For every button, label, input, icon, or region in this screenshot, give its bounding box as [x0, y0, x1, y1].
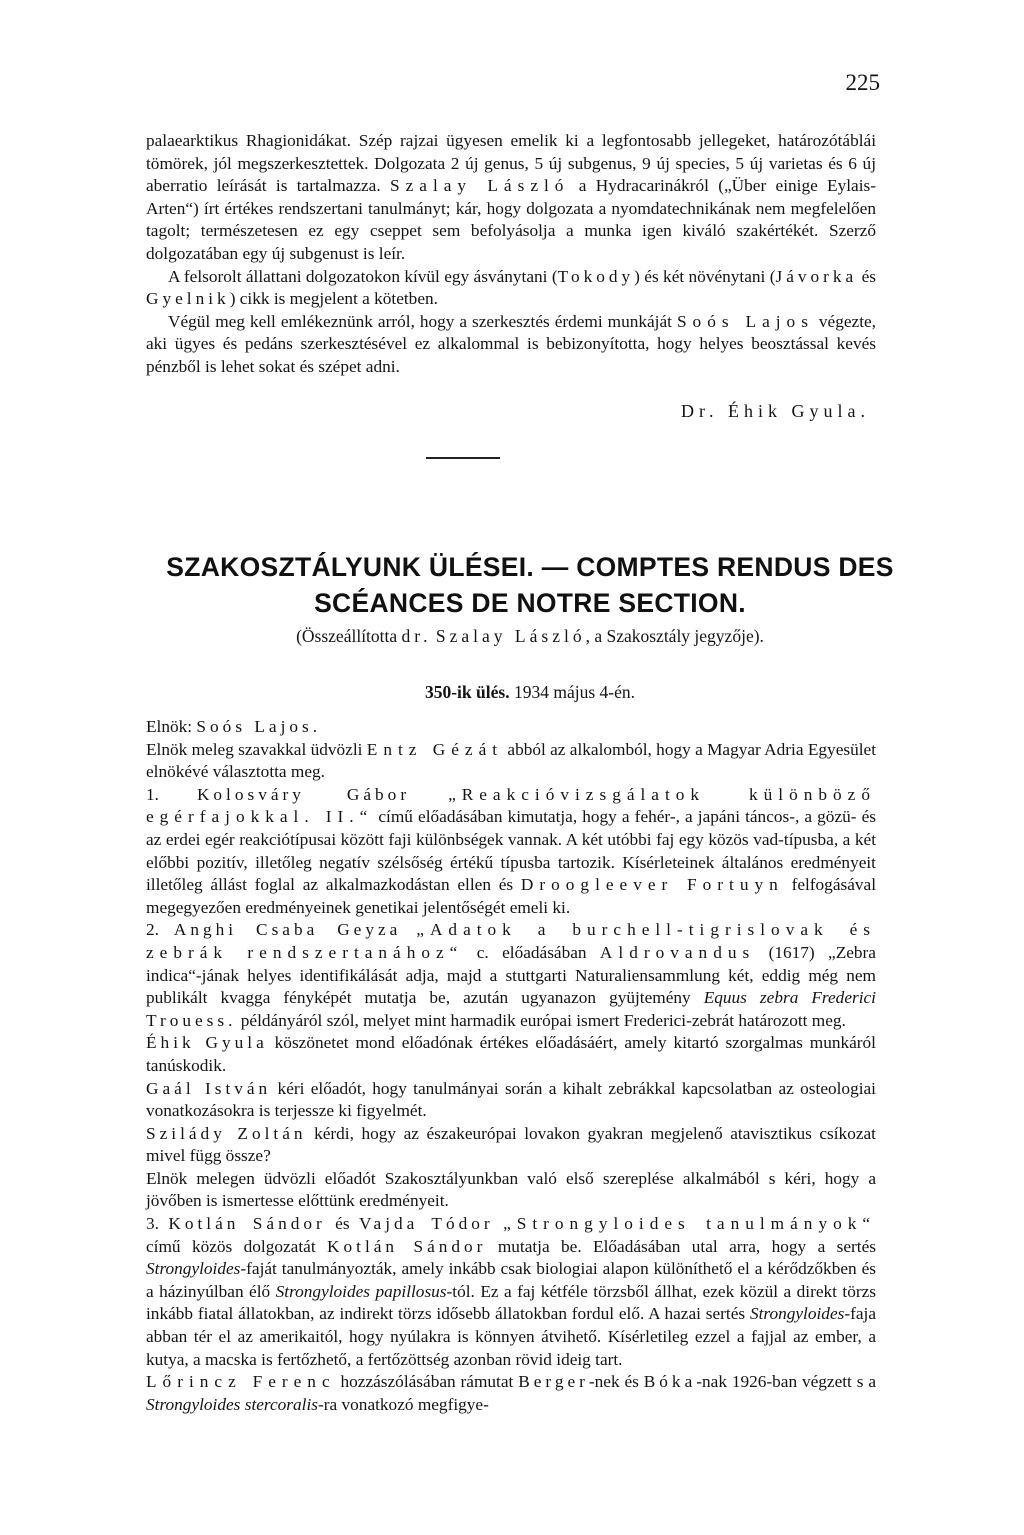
- author-name: Szalay László: [435, 626, 586, 646]
- minutes-text: Elnök meleg szavakkal üdvözli: [146, 739, 363, 759]
- review-text: Végül meg kell emlékeznünk arról, hogy a szerkesztés érdemi munkáját: [168, 311, 672, 331]
- section-heading-line-2: SCÉANCES DE NOTRE SECTION.: [314, 588, 746, 618]
- minutes-text: c. előadásában: [476, 942, 587, 962]
- signature: Dr. Éhik Gyula.: [681, 401, 870, 421]
- species-name: Equus zebra Frederici: [703, 988, 876, 1008]
- minutes-text: hozzászólásában rámutat: [340, 1372, 514, 1392]
- review-paragraph-1: [146, 130, 876, 266]
- author-name: Jávorka: [775, 266, 858, 286]
- minutes-text: -ra vonatkozó megfigye-: [318, 1394, 489, 1414]
- author-name: Vajda Tódor: [358, 1214, 494, 1234]
- comment-chair: [146, 1168, 876, 1213]
- section-heading-line-1: SZAKOSZTÁLYUNK ÜLÉSEI. — COMPTES RENDUS DES: [166, 552, 894, 582]
- author-name: Lőrincz Ferenc: [146, 1372, 336, 1392]
- review-paragraph-3: [146, 311, 876, 379]
- minutes-text: című közös dolgozatát: [146, 1236, 316, 1256]
- species-name: Strongyloides stercoralis: [146, 1394, 319, 1414]
- author-name: Soós Lajos: [676, 311, 814, 331]
- author-name: Berger: [518, 1372, 589, 1392]
- minutes-text: példányáról szól, melyet mint harmadik európai ismert Frederici-zebrát határozott meg.: [240, 1010, 846, 1030]
- talk-3: [146, 1213, 876, 1371]
- review-text: palaearktikus Rhagionidákat. Szép rajzai ügyesen emelik ki a legfontosabb jellegeket, határozótáblái tömörek, jól megszerkesztettek. Dolgozata 2 új genus, 5 új subgenus, 9 új species, 5 új varietas és 6 új aberratio leírását is tartalmazza.: [146, 131, 876, 196]
- talk-number: 1.: [146, 784, 159, 804]
- author-name: Kotlán Sándor: [327, 1236, 487, 1256]
- minutes-paragraph: [146, 739, 876, 784]
- author-name: Trouess.: [146, 1010, 237, 1030]
- comment-ehik: [146, 1032, 876, 1077]
- meeting-date: 1934 május 4-én.: [513, 682, 635, 702]
- comment-szilady: [146, 1123, 876, 1168]
- author-name: Anghi Csaba Geyza: [173, 920, 402, 940]
- talk-2: [146, 919, 876, 1032]
- talk-title: „Reakcióvizsgálatok különböző egérfajokkal. II.“: [146, 784, 876, 827]
- author-name: Gyelnik: [146, 289, 230, 309]
- minutes-text: -faja abban tér el az amerikaitól, hogy nyúlakra is könnyen átvihető. Kísérletileg ezzel a fajjal az ember, a kutya, a macska is fertőzhető, a fertőzöttség azonban rövid ideig tart.: [146, 1304, 876, 1369]
- minutes-text: -tól. Ez a faj kétféle törzsből állhat, ezek közül a direkt törzs inkább fiatal állatokban, az indirekt törzs idősebb állatokban fordul elő. A hazai sertés: [146, 1281, 876, 1324]
- minutes-text: mutatja be. Előadásában utal arra, hogy a sertés: [497, 1236, 876, 1256]
- minutes-text: kéri előadót, hogy tanulmányai során a kihalt zebrákkal kapcsolatban az osteologiai vonatkozásokra is terjessze ki figyelmét.: [146, 1078, 876, 1121]
- minutes-text: abból az alkalomból, hogy a Magyar Adria Egyesület elnökévé választotta meg.: [146, 739, 876, 782]
- author-name: Sziládу Zoltán: [146, 1123, 307, 1143]
- compiled-by-note: [100, 626, 960, 647]
- chair-line: [146, 716, 876, 739]
- author-name: Gaál István: [146, 1078, 272, 1098]
- author-name: Szalay László: [390, 176, 570, 196]
- minutes-text: (1617) „Zebra indica“-jának helyes identifikálását adja, majd a stuttgarti Naturaliensammlung két, eddig még nem publikált kvagga fényképét mutatja be, azután ugyanazon gyüjtemény: [146, 942, 876, 1008]
- author-name: Soós Lajos.: [196, 717, 322, 736]
- species-name: Strongyloides: [749, 1304, 845, 1324]
- comment-lorincz: [146, 1371, 876, 1416]
- minutes-text: -nak 1926-ban végzett s a: [696, 1372, 876, 1392]
- author-name: Éhik Gyula: [146, 1033, 268, 1053]
- review-text: a Hydracarinákról („Über einige Eylais-Arten“) írt értékes rendszertani tanulmányt; kár, hogy dolgozata a nyomdatechnikának nem megfelelően tagolt; természetesen ez egy cseppet sem befolyásolja a munka igen kiváló szakértékét. Szerző dolgozatában egy új subgenust is leír.: [146, 176, 877, 263]
- talk-title: „Strongyloides tanulmányok“: [503, 1214, 877, 1234]
- chair-label: Elnök:: [146, 717, 193, 736]
- talk-number: 2.: [146, 920, 159, 940]
- author-name: Kotlán Sándor: [168, 1214, 326, 1234]
- review-text: A felsorolt állattani dolgozatokon kívül egy ásványtani (: [168, 266, 558, 286]
- minutes-text: és: [335, 1214, 350, 1234]
- meeting-number: 350-ik ülés.: [424, 682, 510, 702]
- section-divider: [426, 457, 500, 459]
- minutes-text: -faját tanulmányozták, amely inkább csak biologiai alapon különíthető el a kérődzőkben és a házinyúlban élő: [146, 1259, 876, 1301]
- minutes-text: kérdi, hogy az északeurópai lovakon gyakran megjelenő atavisztikus csíkozat mivel függ össze?: [146, 1123, 876, 1166]
- review-text: és: [861, 266, 876, 286]
- author-name: Tokody: [557, 266, 635, 286]
- compiled-text: dr.: [401, 626, 432, 646]
- minutes-text: Elnök melegen üdvözli előadót Szakosztályunkban való első szereplése alkalmából s kéri, hogy a jövőben is ismertesse előttünk eredményeit.: [146, 1168, 876, 1211]
- page-number: 225: [845, 70, 880, 95]
- compiled-text: (Összeállította: [296, 626, 398, 646]
- minutes-text: köszönetet mond előadónak értékes előadásáért, amely kitartó szorgalmas munkáról tanúskodik.: [146, 1033, 876, 1075]
- review-text: ) és két növénytani (: [634, 266, 776, 286]
- minutes-text: felfogásával megegyezően eredményeinek genetikai jelentőségét emeli ki.: [146, 875, 877, 917]
- review-text: ) cikk is megjelent a kötetben.: [229, 289, 438, 309]
- species-name: Strongyloides papillosus: [275, 1281, 447, 1301]
- review-text: végezte, aki ügyes és pedáns szerkesztésével ez alkalommal is bebizonyította, hogy helyes beosztással kevés pénzből is lehet sokat és szépet adni.: [146, 311, 876, 376]
- talk-1: [146, 784, 876, 920]
- meeting-minutes: [146, 716, 876, 1416]
- author-name: Kolosváry Gábor: [196, 784, 411, 804]
- review-paragraph-2: [146, 266, 876, 311]
- minutes-text: című előadásában kimutatja, hogy a fehér-, a japáni táncos-, a gözü- és az erdei egér reakciótípusai között faji különbségek vannak. A két utóbbi faj egy közös vad-típusba, a két előbbi pozitív, illetőleg negatív szélsőség értékű típusba tartozik. Kísérleteinek általános eredményeit illetőleg állást foglal az alkalmazkodástan ellen és: [146, 807, 877, 895]
- talk-number: 3.: [146, 1214, 159, 1234]
- species-name: Strongyloides: [146, 1259, 241, 1279]
- author-name: Droogleever Fortuyn: [520, 875, 784, 895]
- meeting-header: [100, 682, 960, 703]
- author-name: Entz Gézát: [366, 739, 504, 759]
- author-name: Bóka: [643, 1372, 697, 1392]
- comment-gaal: [146, 1078, 876, 1123]
- review-continuation: [146, 130, 876, 379]
- minutes-text: -nek és: [588, 1372, 639, 1392]
- author-name: Aldrovandus: [599, 942, 756, 962]
- compiled-text: , a Szakosztály jegyzője).: [585, 626, 764, 646]
- talk-title: „Adatok a burchell-tigrislovak és zebrák rendszertanához“: [146, 920, 876, 962]
